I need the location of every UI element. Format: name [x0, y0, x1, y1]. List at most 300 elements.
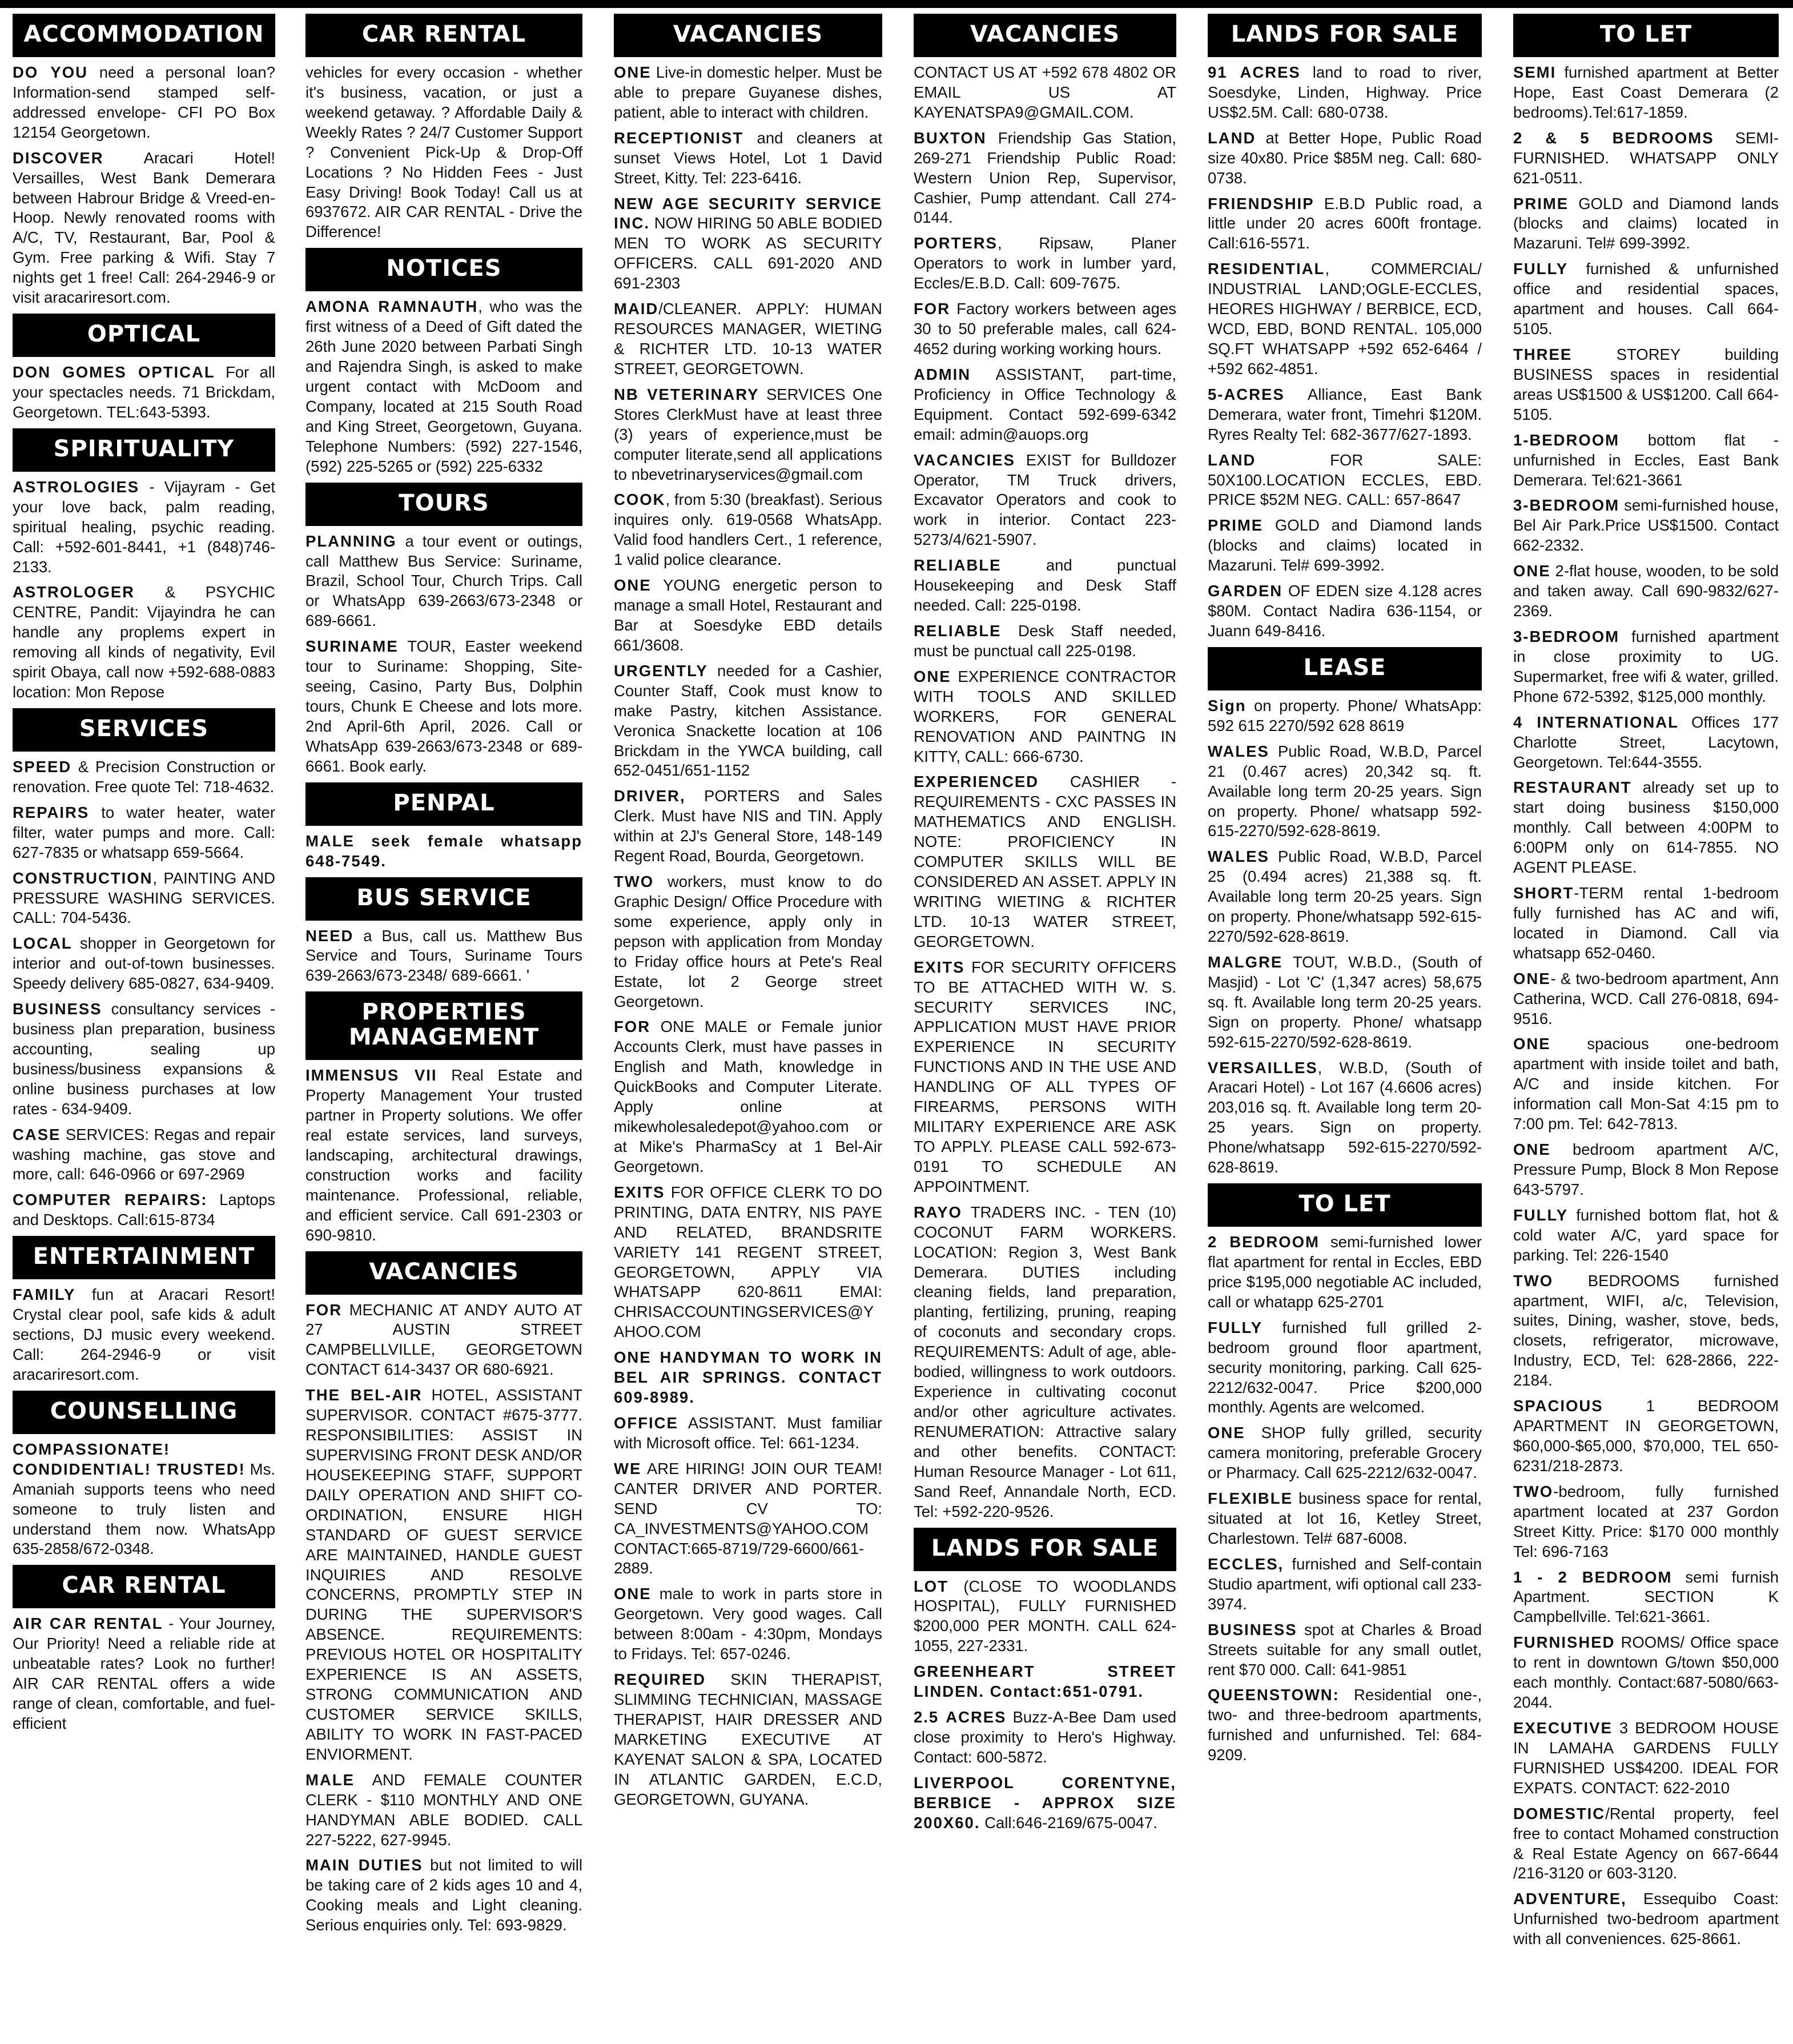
classified-ad: [1208, 194, 1482, 254]
section-header: ACCOMMODATION: [13, 14, 275, 57]
section-header: TO LET: [1208, 1183, 1482, 1227]
section-header: LANDS FOR SALE: [1208, 14, 1482, 57]
ad-keyword: REQUIRED: [614, 1670, 706, 1689]
classified-ad: [13, 63, 275, 143]
classified-ad: [614, 194, 882, 294]
ad-text: vehicles for every occasion - whether it's business, vacation, or just a weekend getaway. ? Affordable Daily & Weekly Rates ? 24/7 Customer Support ? Convenient Pick-Up & Drop-Off Locations ? No Hidden Fees - Just Easy Driving! Book Today! Call us at 6937672. AIR CAR RENTAL - Drive the Difference!: [305, 63, 582, 241]
section-header: PROPERTIES MANAGEMENT: [305, 991, 582, 1060]
ad-text: ARE HIRING! JOIN OUR TEAM! CANTER DRIVER AND PORTER. SEND CV TO: CA_INVESTMENTS@YAHOO.COM CONTACT:665-8719/729-6600/661-2889.: [614, 1459, 882, 1577]
section-header: OPTICAL: [13, 314, 275, 357]
classified-ad: [305, 832, 582, 872]
column-2: [305, 14, 582, 2035]
ad-keyword: 1 - 2 BEDROOM: [1513, 1568, 1673, 1586]
classified-ad: [305, 1386, 582, 1765]
ad-keyword: AIR CAR RENTAL: [13, 1615, 163, 1633]
classified-ad: [1513, 1804, 1779, 1884]
classified-ad: [614, 1670, 882, 1809]
ad-keyword: 2 & 5 BEDROOMS: [1513, 128, 1714, 147]
classified-ad: [914, 667, 1176, 767]
ad-text: BEDROOMS furnished apartment, WIFI, a/c, Television, suites, Dining, washer, stove, beds, closets, refrigerator, microwave, Industry, ECD, Tel: 628-2866, 222-2184.: [1513, 1271, 1779, 1390]
classified-ad: [1513, 1140, 1779, 1200]
ad-text: EXIST for Bulldozer Operator, TM Truck drivers, Excavator Operators and cook to work in interior. Contact 223-5273/4/621-5907.: [914, 451, 1176, 549]
ad-keyword: SEMI: [1513, 63, 1557, 81]
ad-text: TOUR, Easter weekend tour to Suriname: Shopping, Site-seeing, Casino, Party Bus, Dolphin tours, Chunk E Cheese and lots more. 2nd April-6th April, 2026. Call or WhatsApp 639-2663/673-2348 or 689-6661. Book early.: [305, 637, 582, 775]
classified-ad: [305, 1856, 582, 1935]
ad-text: , who was the first witness of a Deed of Gift dated the 26th June 2020 between Parbati Singh and Rajendra Singh, is asked to make urgent contact with McDoom and Company, located at 215 South Road and King Street, Georgetown, Guyana. Telephone Numbers: (592) 227-1546, (592) 225-5265 or (592) 225-6332: [305, 298, 582, 475]
ad-keyword: VERSAILLES: [1208, 1058, 1318, 1077]
ad-keyword: LAND: [1208, 128, 1256, 147]
ad-keyword: THREE: [1513, 345, 1573, 363]
ad-keyword: TWO: [1513, 1271, 1554, 1290]
ad-text: semi-furnished lower flat apartment for rental in Eccles, EBD price $195,000 negotiable AC included, call or whatapp 625-2701: [1208, 1233, 1482, 1311]
ad-keyword: 1-BEDROOM: [1513, 431, 1620, 449]
ad-text: (CLOSE TO WOODLANDS HOSPITAL), FULLY FURNISHED $200,000 PER MONTH. CALL 624-1055, 227-2331.: [914, 1577, 1176, 1655]
ad-keyword: CASE: [13, 1125, 61, 1143]
classified-ad: [614, 299, 882, 379]
ad-keyword: ONE: [1513, 1141, 1551, 1159]
classified-ad: [914, 621, 1176, 661]
ad-keyword: 3-BEDROOM: [1513, 496, 1620, 515]
ad-keyword: BUSINESS: [13, 1000, 102, 1018]
ad-text: Factory workers between ages 30 to 50 preferable males, call 624-4652 during working working hours.: [914, 300, 1176, 358]
ad-text: ROOMS/ Office space to rent in downtown G/town $50,000 each monthly. Contact:687-5080/663-2044.: [1513, 1633, 1779, 1712]
ad-keyword: COMPASSIONATE! CONDIDENTIAL! TRUSTED!: [13, 1440, 246, 1478]
ad-text: E.B.D Public road, a little under 20 acres 600ft frontage. Call:616-5571.: [1208, 194, 1482, 252]
ad-keyword: LIVERPOOL CORENTYNE, BERBICE - APPROX SIZE 200X60.: [914, 1773, 1176, 1832]
classified-ad: [1513, 259, 1779, 339]
ad-text: at Better Hope, Public Road size 40x80. Price $85M neg. Call: 680-0738.: [1208, 128, 1482, 187]
section-header: BUS SERVICE: [305, 877, 582, 921]
classified-ad: [13, 583, 275, 702]
section-header: NOTICES: [305, 248, 582, 291]
ad-keyword: 5-ACRES: [1208, 385, 1285, 403]
ad-text: , COMMERCIAL/ INDUSTRIAL LAND;OGLE-ECCLES, HEORES HIGHWAY / BERBICE, ECD, WCD, EBD, BOND RENTAL. 105,000 SQ.FT WHATSAPP +592 652-6464 / +592 662-4851.: [1208, 260, 1482, 378]
ad-keyword: ONE: [914, 667, 951, 685]
classified-ad: [13, 803, 275, 863]
top-border: [0, 0, 1793, 8]
ad-keyword: BUSINESS: [1208, 1620, 1297, 1639]
ad-text: male to work in parts store in Georgetown. Very good wages. Call between 8:00am - 4:30pm, Mondays to Fridays. Tel: 657-0246.: [614, 1585, 882, 1663]
ad-keyword: IMMENSUS VII: [305, 1066, 437, 1085]
ad-keyword: Sign: [1208, 696, 1247, 714]
classified-ad: [13, 757, 275, 797]
ad-text: STOREY building BUSINESS spaces in residential areas US$1500 & US$1200. Call 664-5105.: [1513, 345, 1779, 423]
ad-text: fun at Aracari Resort! Crystal clear pool, safe kids & adult sections, DJ music every weekend. Call: 264-2946-9 or visit aracariresort.com.: [13, 1286, 275, 1383]
ad-keyword: REPAIRS: [13, 803, 90, 821]
classified-ad: [1208, 1555, 1482, 1615]
classified-ad: [914, 556, 1176, 616]
classified-ad: [1513, 1568, 1779, 1628]
ad-keyword: DRIVER,: [614, 787, 686, 805]
ad-keyword: COMPUTER REPAIRS:: [13, 1191, 208, 1209]
classified-ad: [614, 1584, 882, 1664]
ad-text: - Your Journey, Our Priority! Need a reliable ride at unbeatable rates? Look no further! AIR CAR RENTAL offers a wide range of clean, comfortable, and fuel-efficient: [13, 1615, 275, 1732]
classified-ad: [1513, 627, 1779, 707]
classified-ad: [1208, 1058, 1482, 1178]
ad-text: semi furnish Apartment. SECTION K Campbellville. Tel:621-3661.: [1513, 1568, 1779, 1626]
ad-keyword: LAND: [1208, 451, 1256, 469]
ad-text: bedroom apartment A/C, Pressure Pump, Block 8 Mon Repose 643-5797.: [1513, 1141, 1779, 1198]
classified-ad: [614, 872, 882, 1011]
ad-text: Ms. Amaniah supports teens who need someone to truly listen and understand them now. WhatsApp 635-2858/672-0348.: [13, 1460, 275, 1558]
classified-ad: [13, 1125, 275, 1185]
classified-ad: [1208, 1685, 1482, 1765]
ad-text: OF EDEN size 4.128 acres $80M. Contact Nadira 636-1154, or Juann 649-8416.: [1208, 582, 1482, 640]
ad-text: HOTEL, ASSISTANT SUPERVISOR. CONTACT #675-3777. RESPONSIBILITIES: ASSIST IN SUPERVISING FRONT DESK AND/OR HOUSEKEEPING STAFF, SUPPORT DAILY OPERATION AND SHIFT CO-ORDINATION, ENSURE HIGH STANDARD OF GUEST SERVICE ARE MAINTAINED, HANDLE GUEST INQUIRIES AND RESOLVE CONCERNS, PROMPTLY STEP IN DURING THE SUPERVISOR'S ABSENCE. REQUIREMENTS: PREVIOUS HOTEL OR HOSPITALITY EXPERIENCE IS AN ASSETS, STRONG COMMUNICATION AND CUSTOMER SERVICE SKILLS, ABILITY TO WORK IN FAST-PACED ENVIORMENT.: [305, 1386, 582, 1763]
ad-keyword: FLEXIBLE: [1208, 1489, 1293, 1508]
ad-text: SERVICES One Stores ClerkMust have at least three (3) years of experience,must be computer literate,send all applications to nbevetrinaryservices@gmail.com: [614, 385, 882, 483]
section-header: ENTERTAINMENT: [13, 1236, 275, 1279]
ad-keyword: ONE HANDYMAN TO WORK IN BEL AIR SPRINGS. CONTACT 609-8989.: [614, 1348, 882, 1407]
ad-text: CONTACT US AT +592 678 4802 OR EMAIL US AT KAYENATSPA9@GMAIL.COM.: [914, 63, 1176, 121]
ad-text: Call:646-2169/675-0047.: [980, 1813, 1157, 1832]
classified-ad: [914, 1662, 1176, 1702]
classified-ad: [1513, 1718, 1779, 1798]
ad-keyword: VACANCIES: [914, 451, 1015, 469]
ad-text: GOLD and Diamond lands (blocks and claims) located in Mazaruni. Tel# 699-3992.: [1513, 194, 1779, 252]
section-header: TOURS: [305, 483, 582, 526]
ad-keyword: RAYO: [914, 1203, 962, 1221]
ad-keyword: ADVENTURE,: [1513, 1890, 1627, 1908]
ad-text: TOUT, W.B.D., (South of Masjid) - Lot 'C' (1,347 acres) 58,675 sq. ft. Available long term 20-25 years. Sign on property. Phone/ whatsapp 592-615-2270/592-628-8619.: [1208, 953, 1482, 1051]
ad-keyword: FULLY: [1513, 260, 1569, 278]
section-header: SPIRITUALITY: [13, 428, 275, 472]
classified-ad: [914, 1708, 1176, 1768]
section-header: VACANCIES: [614, 14, 882, 57]
ad-text: Public Road, W.B.D, Parcel 21 (0.467 acres) 20,342 sq. ft. Available long term 20-25 years. Sign on property. Phone/ whatsapp 592-615-2270/592-628-8619.: [1208, 742, 1482, 840]
classified-ad: [614, 1017, 882, 1176]
ad-keyword: MALE: [305, 1770, 355, 1789]
ad-text: NOW HIRING 50 ABLE BODIED MEN TO WORK AS SECURITY OFFICERS. CALL 691-2020 AND 691-2303: [614, 214, 882, 292]
classified-ad: [914, 234, 1176, 294]
classified-ad: [914, 772, 1176, 951]
classified-ad: [614, 1348, 882, 1408]
ad-keyword: ASTROLOGER: [13, 583, 135, 601]
ad-keyword: 3-BEDROOM: [1513, 627, 1620, 645]
section-header: CAR RENTAL: [305, 14, 582, 57]
ad-text: AND FEMALE COUNTER CLERK - $110 MONTHLY AND ONE HANDYMAN ABLE BODIED. CALL 227-5222, 627-9945.: [305, 1770, 582, 1849]
classified-ad: [13, 999, 275, 1119]
ad-keyword: NEW AGE SECURITY SERVICE INC.: [614, 194, 882, 232]
classified-ad: [1208, 953, 1482, 1053]
ad-keyword: DO YOU: [13, 63, 89, 81]
section-header: COUNSELLING: [13, 1391, 275, 1434]
ad-keyword: WALES: [1208, 742, 1269, 760]
ad-text: needed for a Cashier, Counter Staff, Cook must know to make Pastry, kitchen Assistance. Veronica Snackette location at 106 Brickdam in the YWCA building, call 652-0451/651-1152: [614, 661, 882, 780]
ad-text: already set up to start doing business $150,000 monthly. Call between 4:00PM to 6:00PM only on 614-7855. NO AGENT PLEASE.: [1513, 778, 1779, 877]
ad-text: Buzz-A-Bee Dam used close proximity to Hero's Highway. Contact: 600-5872.: [914, 1708, 1176, 1766]
ad-text: Live-in domestic helper. Must be able to prepare Guyanese dishes, patient, able to interact with children.: [614, 63, 882, 121]
classified-ad: [1208, 696, 1482, 736]
ad-text: consultancy services - business plan preparation, business accounting, sealing up business/business expansions & online business purchases at low rates - 634-9409.: [13, 1000, 275, 1118]
ad-keyword: EXITS: [614, 1183, 665, 1201]
ad-keyword: THE BEL-AIR: [305, 1386, 423, 1404]
ad-text: Friendship Gas Station, 269-271 Friendship Public Road: Western Union Rep, Supervisor, Cashier, Pump attendant. Call 274-0144.: [914, 128, 1176, 227]
ad-text: furnished apartment at Better Hope, East Coast Demerara (2 bedrooms).Tel:617-1859.: [1513, 63, 1779, 121]
ad-keyword: WE: [614, 1459, 642, 1477]
classified-ad: [1513, 345, 1779, 425]
classified-ad: [305, 637, 582, 776]
classified-ad: [1208, 581, 1482, 641]
classified-ad: [305, 1770, 582, 1850]
ad-text: on property. Phone/ WhatsApp: 592 615 2270/592 628 8619: [1208, 696, 1482, 734]
ad-text: , PAINTING AND PRESSURE WASHING SERVICES. CALL: 704-5436.: [13, 869, 275, 927]
ad-keyword: SPEED: [13, 757, 72, 776]
ad-keyword: SPACIOUS: [1513, 1397, 1603, 1415]
ad-keyword: ONE: [614, 63, 652, 81]
ad-keyword: MAIN DUTIES: [305, 1856, 423, 1874]
ad-keyword: ADMIN: [914, 365, 971, 383]
ad-text: semi-furnished house, Bel Air Park.Price US$1500. Contact 662-2332.: [1513, 496, 1779, 555]
ad-keyword: GREENHEART STREET LINDEN. Contact:651-0791.: [914, 1662, 1176, 1701]
classified-ad: [305, 1300, 582, 1380]
classified-ad: [614, 63, 882, 123]
ad-text: to water heater, water filter, water pumps and more. Call: 627-7835 or whatsapp 659-5664.: [13, 803, 275, 861]
ad-text: a tour event or outings, call Matthew Bus Service: Suriname, Brazil, School Tour, Church Trips. Call or WhatsApp 639-2663/673-2348 or 689-6661.: [305, 532, 582, 630]
column-3: [614, 14, 882, 2035]
ad-text: ASSISTANT, part-time, Proficiency in Office Technology & Equipment. Contact 592-699-6342 email: admin@auops.org: [914, 365, 1176, 443]
classified-ad: [914, 365, 1176, 445]
classified-ad: [13, 477, 275, 577]
ad-keyword: FULLY: [1513, 1206, 1569, 1224]
classified-ad: [914, 451, 1176, 551]
ad-keyword: LOT: [914, 1577, 948, 1595]
ad-keyword: ONE: [614, 1585, 652, 1603]
section-header: CAR RENTAL: [13, 1565, 275, 1608]
ad-keyword: WALES: [1208, 848, 1269, 866]
classified-ad: [1513, 561, 1779, 621]
column-4: [914, 14, 1176, 2035]
ad-text: PORTERS and Sales Clerk. Must have NIS and TIN. Apply within at 2J's General Store, 148-149 Regent Road, Bourda, Georgetown.: [614, 787, 882, 865]
ad-text: Laptops and Desktops. Call:615-8734: [13, 1191, 275, 1229]
classified-ad: [13, 363, 275, 423]
classified-ad: [614, 661, 882, 781]
ad-keyword: MALGRE: [1208, 953, 1283, 971]
ad-text: SKIN THERAPIST, SLIMMING TECHNICIAN, MASSAGE THERAPIST, HAIR DRESSER AND MARKETING EXECUTIVE AT KAYENAT SALON & SPA, LOCATED IN ATLANTIC GARDEN, E.C.D, GEORGETOWN, GUYANA.: [614, 1670, 882, 1808]
ad-keyword: DON GOMES OPTICAL: [13, 363, 215, 382]
classified-ad: [1208, 63, 1482, 123]
ad-keyword: FRIENDSHIP: [1208, 194, 1314, 212]
ad-keyword: 91 ACRES: [1208, 63, 1301, 81]
classified-ad: [614, 1413, 882, 1453]
classified-ad: [1208, 516, 1482, 576]
ad-keyword: OFFICE: [614, 1414, 678, 1432]
classified-ad: [13, 148, 275, 308]
classified-ad: [1513, 128, 1779, 188]
ad-keyword: RECEPTIONIST: [614, 128, 744, 147]
ad-text: business space for rental, situated at lot 16, Ketley Street, Charlestown. Tel# 687-6008.: [1208, 1489, 1482, 1547]
classified-ad: [1513, 1396, 1779, 1476]
classified-ad: [1208, 1423, 1482, 1483]
column-5: [1208, 14, 1482, 2035]
ad-keyword: RELIABLE: [914, 621, 1002, 640]
ad-keyword: FULLY: [1208, 1318, 1263, 1336]
classified-ad: [1513, 194, 1779, 254]
classified-ad: [614, 385, 882, 485]
classified-ad: [1208, 1489, 1482, 1549]
ad-text: 3 BEDROOM HOUSE IN LAMAHA GARDENS FULLY FURNISHED US$4200. IDEAL FOR EXPATS. CONTACT: 622-2010: [1513, 1718, 1779, 1797]
ad-keyword: EXPERIENCED: [914, 773, 1039, 791]
ad-keyword: NB VETERINARY: [614, 385, 759, 403]
classified-ad: [1208, 1620, 1482, 1680]
section-header: LEASE: [1208, 647, 1482, 690]
ad-keyword: FOR: [614, 1018, 651, 1036]
classified-ad: [1513, 884, 1779, 963]
ad-keyword: RELIABLE: [914, 556, 1002, 575]
ad-text: FOR SECURITY OFFICERS TO BE ATTACHED WITH W. S. SECURITY SERVICES INC, APPLICATION MUST HAVE PRIOR EXPERIENCE IN SECURITY FUNCTIONS AND IN THE USE AND HANDLING OF ALL TYPES OF FIREARMS, PERSONS WITH MILITARY EXPERIENCE ARE ASK TO APPLY. PLEASE CALL 592-673-0191 TO SCHEDULE AN APPOINTMENT.: [914, 958, 1176, 1195]
classified-ad: [914, 1577, 1176, 1657]
classified-ad: [1208, 1232, 1482, 1312]
classified-ad: [1513, 63, 1779, 123]
classified-ad: [13, 1440, 275, 1560]
ad-keyword: AMONA RAMNAUTH: [305, 298, 479, 316]
classified-ad: [614, 490, 882, 570]
ad-text: land to road to river, Soesdyke, Linden, Highway. Price US$2.5M. Call: 680-0738.: [1208, 63, 1482, 121]
classified-ad: [1513, 778, 1779, 878]
ad-keyword: RESTAURANT: [1513, 778, 1632, 797]
ad-keyword: ASTROLOGIES: [13, 477, 140, 496]
classified-ad: [614, 576, 882, 656]
ad-text: SEMI-FURNISHED. WHATSAPP ONLY 621-0511.: [1513, 128, 1779, 187]
classified-ad: [1513, 1271, 1779, 1391]
classified-ad: [305, 926, 582, 986]
ad-text: workers, must know to do Graphic Design/ Office Procedure with some experience, apply only in pepson with application from Monday to Friday office hours at Pete's Real Estate, lot 2 George street Georgetown.: [614, 873, 882, 1010]
ad-text: and punctual Housekeeping and Desk Staff needed. Call: 225-0198.: [914, 556, 1176, 615]
ad-text: ASSISTANT. Must familiar with Microsoft office. Tel: 661-1234.: [614, 1414, 882, 1452]
classified-ad: [1208, 128, 1482, 188]
ad-text: and cleaners at sunset Views Hotel, Lot 1 David Street, Kitty. Tel: 223-6416.: [614, 128, 882, 187]
classified-ad: [305, 1066, 582, 1245]
ad-keyword: 2 BEDROOM: [1208, 1233, 1320, 1251]
classified-ad: [13, 869, 275, 929]
classified-ad: [614, 786, 882, 866]
ad-keyword: URGENTLY: [614, 661, 708, 680]
ad-keyword: COOK: [614, 491, 666, 509]
ad-keyword: GARDEN: [1208, 582, 1283, 600]
ad-text: /CLEANER. APPLY: HUMAN RESOURCES MANAGER, WIETING & RICHTER LTD. 10-13 WATER STREET, GEORGETOWN.: [614, 300, 882, 378]
ad-keyword: PORTERS: [914, 234, 998, 252]
classified-ad: [1208, 451, 1482, 511]
ad-text: , from 5:30 (breakfast). Serious inquires only. 619-0568 WhatsApp. Valid food handlers Cert., 1 reference, 1 valid police clearance.: [614, 491, 882, 569]
section-header: SERVICES: [13, 708, 275, 752]
ad-text: -bedroom, fully furnished apartment located at 237 Gordon Street Kitty. Price: $170 000 monthly Tel: 696-7163: [1513, 1482, 1779, 1560]
classified-ad: [13, 1190, 275, 1230]
classified-ad: [914, 958, 1176, 1197]
ad-text: Alliance, East Bank Demerara, water front, Timehri $120M. Ryres Realty Tel: 682-3677/627-1893.: [1208, 385, 1482, 443]
ad-text: SERVICES: Regas and repair washing machine, gas stove and more, call: 646-0966 or 697-2969: [13, 1125, 275, 1183]
classified-ad: [305, 297, 582, 476]
ad-keyword: DOMESTIC: [1513, 1804, 1606, 1822]
ad-keyword: ONE: [1513, 969, 1551, 987]
column-1: [13, 14, 275, 2035]
section-header: PENPAL: [305, 782, 582, 826]
classified-ad: [1513, 431, 1779, 491]
ad-keyword: ECCLES,: [1208, 1555, 1284, 1573]
classified-ad: [914, 1203, 1176, 1522]
ad-text: Public Road, W.B.D, Parcel 25 (0.494 acres) 21,388 sq. ft. Available long term 20-25 years. Sign on property. Phone/whatsapp 592-615-2270/592-628-8619.: [1208, 848, 1482, 946]
ad-text: & Precision Construction or renovation. Free quote Tel: 718-4632.: [13, 757, 275, 796]
classified-ad: [1513, 1482, 1779, 1562]
ad-text: spacious one-bedroom apartment with inside toilet and bath, A/C and inside kitchen. For information call Mon-Sat 4:15 pm to 7:00 pm. Tel: 642-7813.: [1513, 1035, 1779, 1133]
ad-keyword: PLANNING: [305, 532, 397, 550]
ad-text: /Rental property, feel free to contact Mohamed construction & Real Estate Agency on 667-6644 /216-3120 or 603-3120.: [1513, 1804, 1779, 1882]
classified-ad: [305, 63, 582, 242]
classified-ad: [1513, 713, 1779, 773]
ad-text: - & two-bedroom apartment, Ann Catherina, WCD. Call 276-0818, 694-9516.: [1513, 969, 1779, 1027]
ad-keyword: FURNISHED: [1513, 1633, 1615, 1652]
classified-ad: [1513, 1206, 1779, 1266]
section-header: LANDS FOR SALE: [914, 1528, 1176, 1571]
column-6: [1513, 14, 1779, 2035]
ad-keyword: FOR: [914, 300, 951, 318]
section-header: TO LET: [1513, 14, 1779, 57]
ad-keyword: ONE: [1513, 1035, 1551, 1053]
ad-text: ONE MALE or Female junior Accounts Clerk, must have passes in English and Math, knowledge in QuickBooks and Computer Literate. Apply online at mikewholesaledepot@yahoo.com or at Mike's PharmaScy at 1 Bel-Air Georgetown.: [614, 1018, 882, 1175]
classified-ad: [1513, 1889, 1779, 1949]
classified-ad: [614, 128, 882, 188]
ad-text: Essequibo Coast: Unfurnished two-bedroom apartment with all conveniences. 625-8661.: [1513, 1890, 1779, 1948]
classified-ad: [13, 934, 275, 994]
ad-text: Desk Staff needed, must be punctual call 225-0198.: [914, 621, 1176, 660]
classified-ad: [1208, 1318, 1482, 1418]
ad-keyword: TWO: [1513, 1482, 1554, 1500]
classified-ad: [1513, 1633, 1779, 1713]
classified-ad: [13, 1285, 275, 1385]
ad-keyword: PRIME: [1513, 194, 1569, 212]
classified-ad: [1208, 385, 1482, 445]
ad-keyword: PRIME: [1208, 516, 1264, 535]
ad-text: spot at Charles & Broad Streets suitable for any small outlet, rent $70 000. Call: 641-9851: [1208, 1620, 1482, 1678]
classified-ad: [1513, 496, 1779, 556]
ad-keyword: EXECUTIVE: [1513, 1718, 1613, 1737]
ad-keyword: ONE: [614, 576, 652, 595]
section-header: VACANCIES: [305, 1251, 582, 1295]
classified-ad: [614, 1183, 882, 1342]
ad-text: YOUNG energetic person to manage a small Hotel, Restaurant and Bar at Soesdyke EBD details 661/3608.: [614, 576, 882, 654]
classified-ad: [1208, 259, 1482, 379]
ad-text: furnished bottom flat, hot & cold water A/C, yard space for parking. Tel: 226-1540: [1513, 1206, 1779, 1264]
ad-text: Offices 177 Charlotte Street, Lacytown, Georgetown. Tel:644-3555.: [1513, 713, 1779, 771]
ad-keyword: NEED: [305, 926, 354, 945]
ad-text: CASHIER - REQUIREMENTS - CXC PASSES IN MATHEMATICS AND ENGLISH. NOTE: PROFICIENCY IN COMPUTER SKILLS WILL BE CONSIDERED AN ASSET. APPLY IN WRITING WIETING & RICHTER LTD. 10-13 WATER STREET, GEORGETOWN.: [914, 773, 1176, 950]
ad-text: & PSYCHIC CENTRE, Pandit: Vijayindra he can handle any proplems expert in removing all kinds of negativity, Evil spirit Obaya, call now +592-688-0883 location: Mon Repose: [13, 583, 275, 701]
classified-ad: [914, 1773, 1176, 1833]
ad-text: furnished apartment in close proximity to UG. Supermarket, free wifi & water, grilled. Phone 672-5392, $125,000 monthly.: [1513, 627, 1779, 705]
ad-text: furnished full grilled 2-bedroom ground floor apartment, security monitoring, parking. Call 625-2212/632-0047. Price $200,000 monthly. Agents are welcomed.: [1208, 1318, 1482, 1416]
ad-keyword: ONE: [1208, 1424, 1245, 1442]
classified-ad: [1208, 847, 1482, 947]
classified-ad: [614, 1459, 882, 1579]
ad-text: Aracari Hotel! Versailles, West Bank Demerara between Habrour Bridge & Vreed-en-Hoop. Newly renovated rooms with A/C, TV, Restaurant, Bar, Pool & Gym. Free parking & Wifi. Stay 7 nights get 1 free! Call: 264-2946-9 or visit aracariresort.com.: [13, 148, 275, 307]
classified-ad: [914, 299, 1176, 359]
ad-keyword: MALE seek female whatsapp 648-7549.: [305, 832, 582, 870]
classified-ad: [1513, 1034, 1779, 1134]
ad-keyword: BUXTON: [914, 128, 987, 147]
ad-text: , Ripsaw, Planer Operators to work in lumber yard, Eccles/E.B.D. Call: 609-7675.: [914, 234, 1176, 292]
ad-text: furnished and Self-contain Studio apartment, wifi optional call 233-3974.: [1208, 1555, 1482, 1613]
ad-keyword: 4 INTERNATIONAL: [1513, 713, 1679, 731]
ad-text: , W.B.D, (South of Aracari Hotel) - Lot 167 (4.6606 acres) 203,016 sq. ft. Available long term 20-25 years. Sign on property. Phone/whatsapp 592-615-2270/592-628-8619.: [1208, 1058, 1482, 1176]
classified-ad: [1208, 742, 1482, 842]
classified-ad: [13, 1614, 275, 1734]
ad-text: FOR SALE: 50X100.LOCATION ECCLES, EBD. PRICE $52M NEG. CALL: 657-8647: [1208, 451, 1482, 509]
ad-text: 1 BEDROOM APARTMENT IN GEORGETOWN, $60,000-$65,000, $70,000, TEL 650-6231/218-2873.: [1513, 1397, 1779, 1475]
ad-keyword: LOCAL: [13, 934, 73, 953]
ad-text: - Vijayram - Get your love back, palm reading, spiritual healing, psychic reading. Call: +592-601-8441, +1 (848)746-2133.: [13, 477, 275, 576]
ad-keyword: EXITS: [914, 958, 965, 976]
classified-ad: [305, 532, 582, 632]
ad-text: SHOP fully grilled, security camera monitoring, preferable Grocery or Pharmacy. Call 625-2212/632-0047.: [1208, 1424, 1482, 1482]
